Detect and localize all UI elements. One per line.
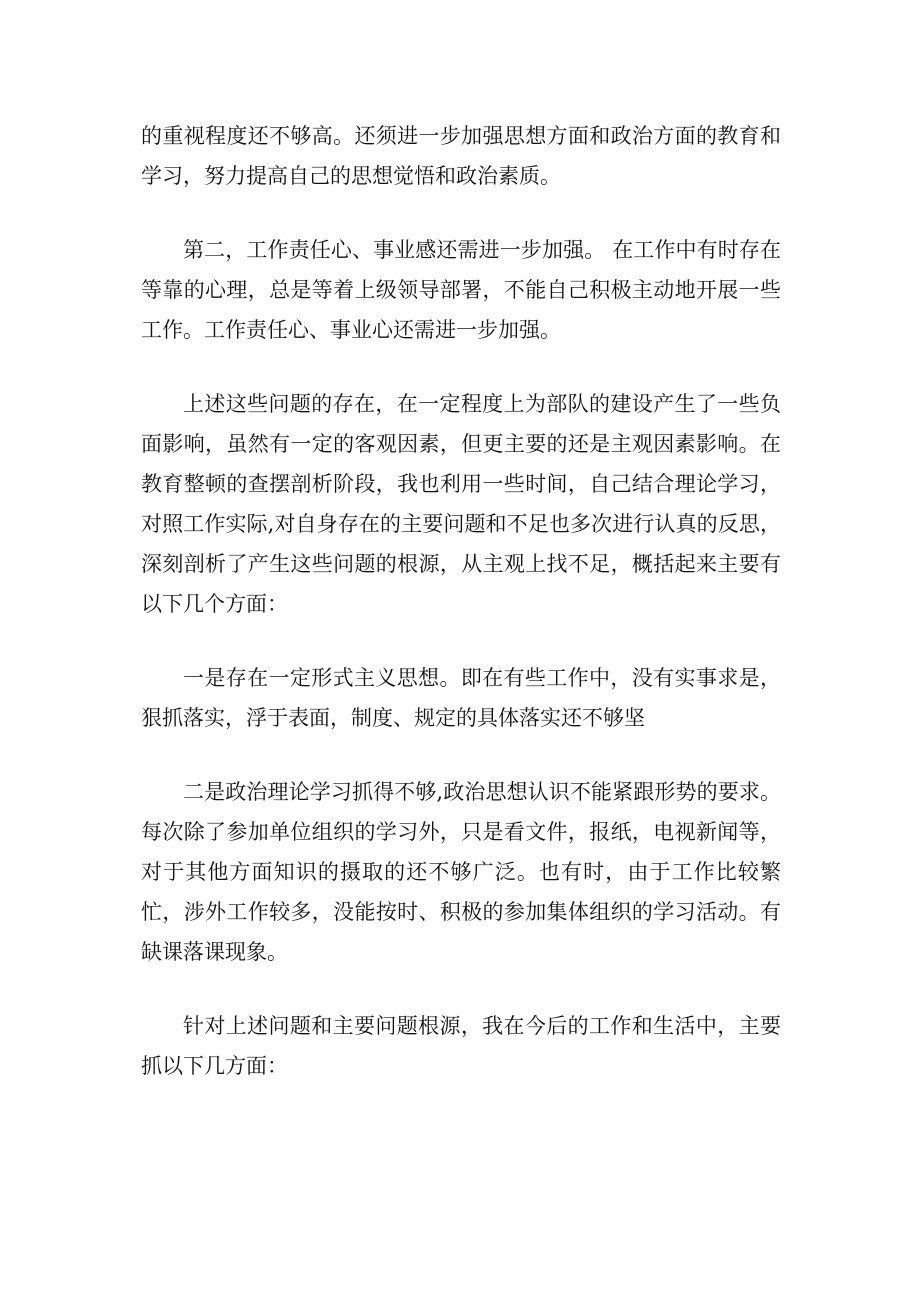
paragraph-second-point: 第二，工作责任心、事业感还需进一步加强。 在工作中有时存在等靠的心理，总是等着上级领导部署，不能自己积极主动地开展一些工作。工作责任心、事业心还需进一步加强。	[141, 238, 781, 342]
paragraph-measures-intro: 针对上述问题和主要问题根源，我在今后的工作和生活中，主要抓以下几方面：	[141, 1014, 781, 1078]
paragraph-point-two: 二是政治理论学习抓得不够,政治思想认识不能紧跟形势的要求。每次除了参加单位组织的学习外，只是看文件，报纸，电视新闻等，对于其他方面知识的摄取的还不够广泛。也有时，由于工作比较繁忙，涉外工作较多，没能按时、积极的参加集体组织的学习活动。有缺课落课现象。	[141, 780, 781, 964]
paragraph-continuation: 的重视程度还不够高。还须进一步加强思想方面和政治方面的教育和学习，努力提高自己的思想觉悟和政治素质。	[141, 124, 781, 188]
paragraph-point-one: 一是存在一定形式主义思想。即在有些工作中，没有实事求是，狠抓落实，浮于表面，制度、规定的具体落实还不够坚	[141, 666, 781, 730]
document-body	[141, 116, 781, 1120]
paragraph-analysis: 上述这些问题的存在，在一定程度上为部队的建设产生了一些负面影响，虽然有一定的客观因素，但更主要的还是主观因素影响。在教育整顿的查摆剖析阶段，我也利用一些时间，自己结合理论学习，对照工作实际,对自身存在的主要问题和不足也多次进行认真的反思，深刻剖析了产生这些问题的根源，从主观上找不足，概括起来主要有以下几个方面：	[141, 392, 781, 616]
